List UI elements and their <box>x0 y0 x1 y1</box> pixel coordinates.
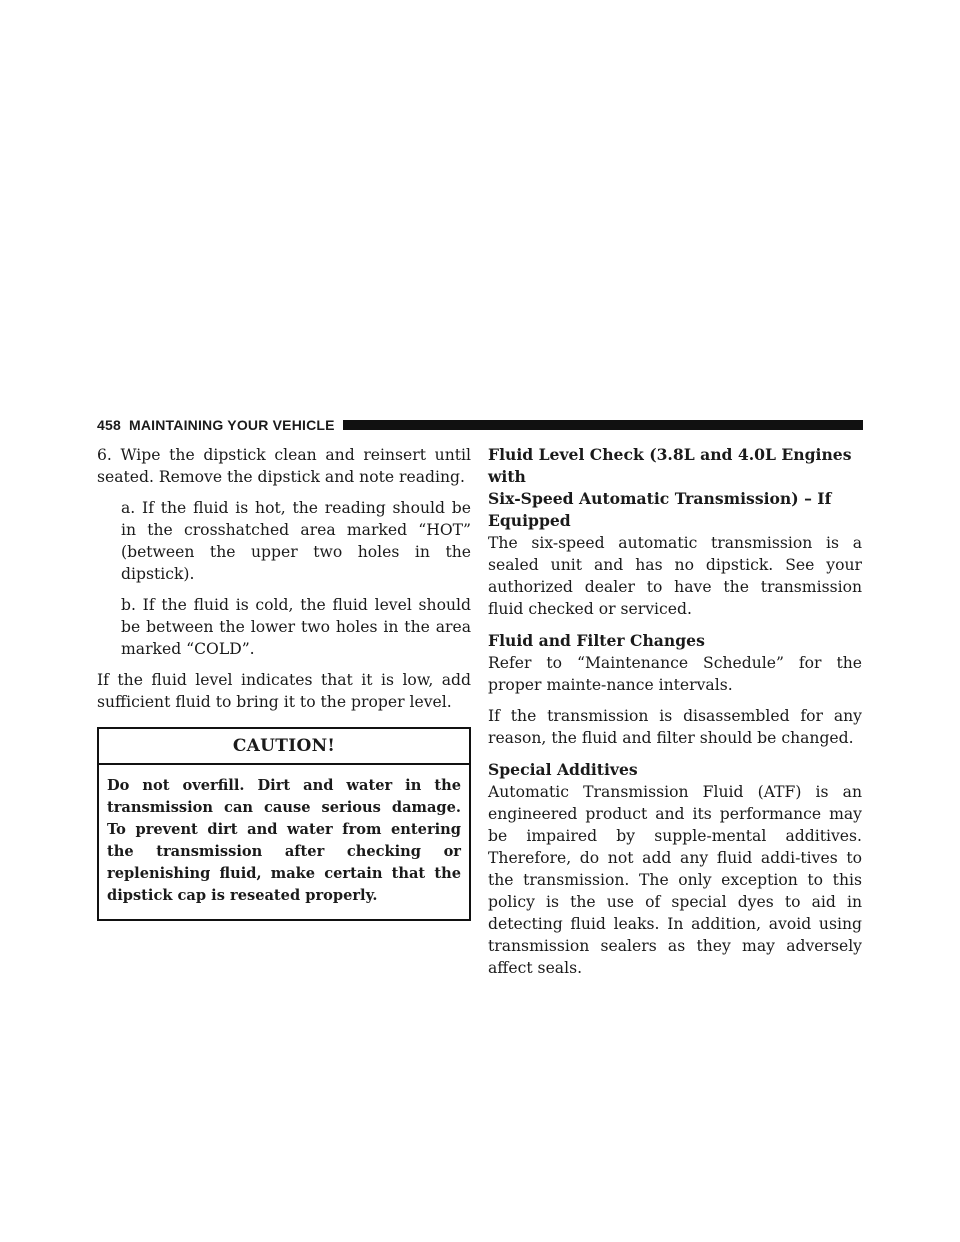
disassembled-text: If the transmission is disassembled for any reason, the fluid and filter should be changed. <box>488 707 862 747</box>
page-header <box>97 416 863 434</box>
heading-fluid-level-check <box>488 444 862 532</box>
caution-box <box>97 727 471 921</box>
heading-fluid-level-check-line2: Six-Speed Automatic Transmission) – If Equipped <box>488 489 832 530</box>
left-column <box>97 444 471 921</box>
right-column <box>488 444 862 988</box>
additives-text: Automatic Transmission Fluid (ATF) is an engineered product and its performance may be impaired by supple-mental additives. Therefore, do not add any fluid addi-tives to the transmission. The only exception to this policy is the use of special dyes to aid in detecting fluid leaks. In addition, avoid using transmission sealers as they may adversely affect seals. <box>488 783 862 977</box>
heading-special-additives: Special Additives <box>488 760 638 779</box>
sealed-unit-text: The six-speed automatic transmission is a sealed unit and has no dipstick. See your authorized dealer to have the transmission fluid checked or serviced. <box>488 534 862 618</box>
step-a-text: a. If the fluid is hot, the reading should be in the crosshatched area marked “HOT” (between the upper two holes in the dipstick). <box>121 499 471 583</box>
low-level-text: If the fluid level indicates that it is low, add sufficient fluid to bring it to the proper level. <box>97 671 471 711</box>
section-title: MAINTAINING YOUR VEHICLE <box>128 417 335 433</box>
caution-title: CAUTION! <box>99 729 469 765</box>
step-6-text: 6. Wipe the dipstick clean and reinsert until seated. Remove the dipstick and note reading. <box>97 446 471 486</box>
heading-fluid-filter-changes: Fluid and Filter Changes <box>488 631 705 650</box>
caution-body: Do not overfill. Dirt and water in the transmission can cause serious damage. To prevent dirt and water from entering the transmission after checking or replenishing fluid, make certain that the dipstick cap is reseated properly. <box>107 777 461 904</box>
heading-fluid-level-check-line1: Fluid Level Check (3.8L and 4.0L Engines with <box>488 445 852 486</box>
step-b-text: b. If the fluid is cold, the fluid level should be between the lower two holes in the area marked “COLD”. <box>121 596 471 658</box>
header-rule <box>343 420 863 430</box>
page-number: 458 <box>97 417 121 433</box>
maintenance-schedule-text: Refer to “Maintenance Schedule” for the proper mainte-nance intervals. <box>488 654 862 694</box>
